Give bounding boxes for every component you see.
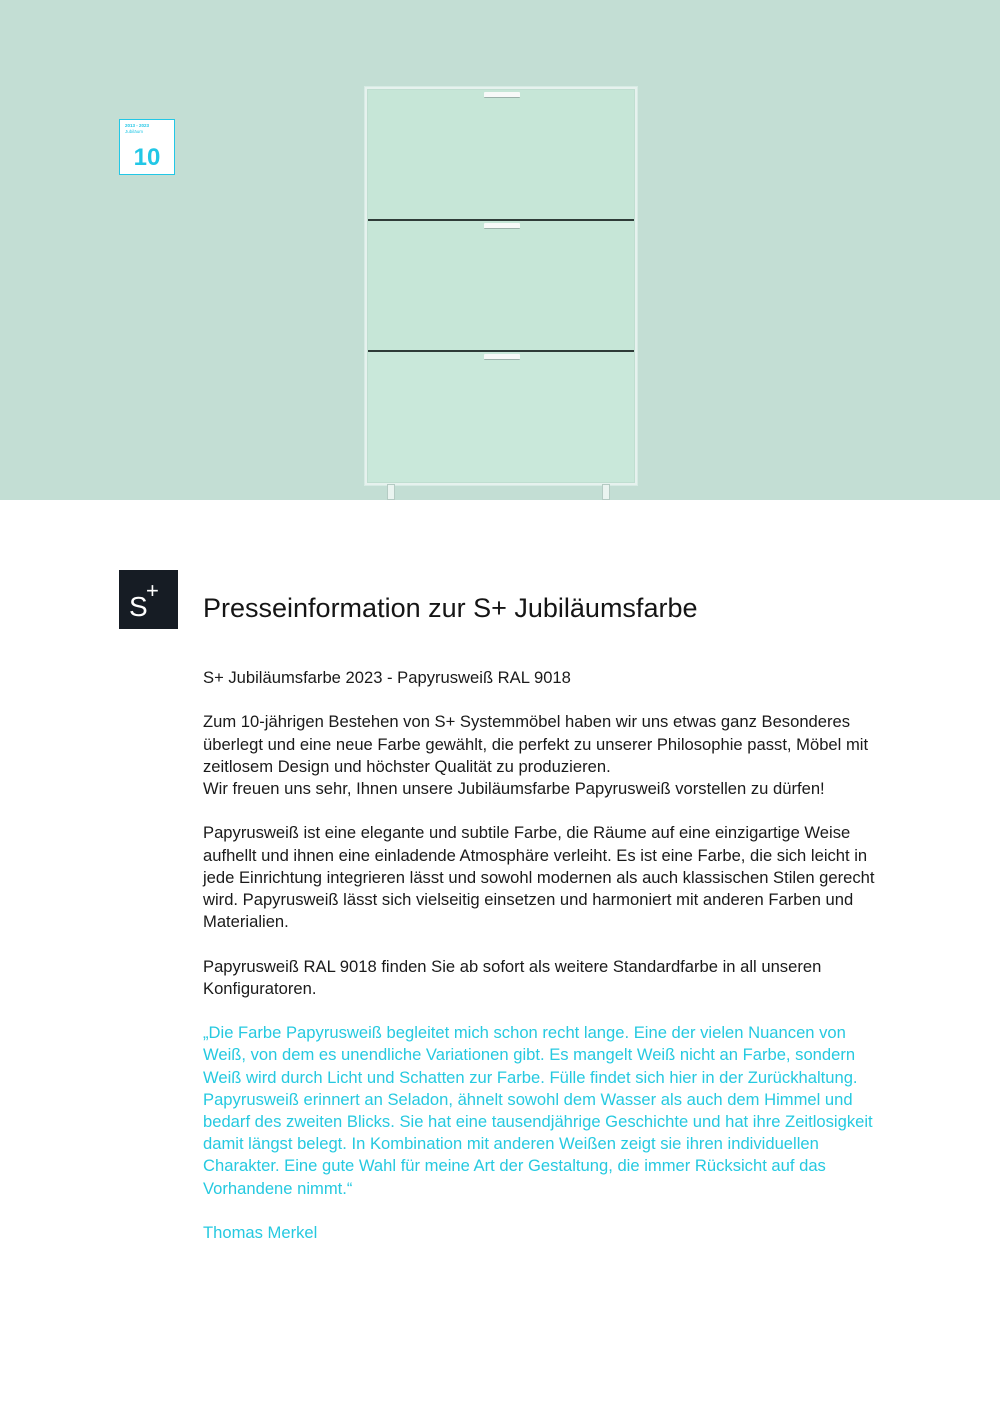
logo-letter: S <box>129 591 148 622</box>
quote-paragraph: Papyrusweiß erinnert an Seladon, ähnelt sowohl dem Wasser als auch dem Himmel und bedarf des zweiten Blicks. Sie hat eine tausendjährige Geschichte und hat ihre Zeitlosigkeit damit längst belegt. In Kombination mit anderen Weißen zeigt sie ihren individuellen Charakter. Eine gute Wahl für meine Art der Gestaltung, die immer Rücksicht auf das Vorhandene nimmt.“ <box>203 1089 873 1198</box>
quote-author: Thomas Merkel <box>203 1223 318 1242</box>
badge-label: Jubiläum <box>125 129 144 134</box>
hero-image <box>0 0 1000 500</box>
badge-years: 2013 - 2023 <box>125 123 150 128</box>
cabinet-leg <box>387 484 395 500</box>
drawer-handle <box>484 223 520 229</box>
description-paragraph: Papyrusweiß ist eine elegante und subtile Farbe, die Räume auf eine einzigartige Weise aufhellt und ihnen eine einladende Atmosphäre verleiht. Es ist eine Farbe, die sich leicht in jede Einrichtung integrieren lässt und sowohl modernen als auch klassischen Stilen gerecht wird. Papyrusweiß lässt sich vielseitig einsetzen und harmoniert mit anderen Farben und Materialien. <box>203 823 875 932</box>
cabinet-drawer <box>368 352 634 482</box>
anniversary-badge <box>119 119 175 175</box>
badge-number: 10 <box>133 144 161 171</box>
availability-paragraph: Papyrusweiß RAL 9018 finden Sie ab sofort als weitere Standardfarbe in all unseren Konfiguratoren. <box>203 956 822 998</box>
quote-paragraph: „Die Farbe Papyrusweiß begleitet mich schon recht lange. Eine der vielen Nuancen von Weiß, von dem es unendliche Variationen gibt. Es mangelt Weiß nicht an Farbe, sondern Weiß wird durch Licht und Schatten zur Farbe. Fülle findet sich hier in der Zurückhaltung. <box>203 1023 858 1087</box>
cabinet-leg <box>602 484 610 500</box>
cabinet-drawer <box>368 90 634 221</box>
intro-closing-line: Wir freuen uns sehr, Ihnen unsere Jubiläumsfarbe Papyrusweiß vorstellen zu dürfen! <box>203 779 825 798</box>
page-title: Presseinformation zur S+ Jubiläumsfarbe <box>203 593 698 623</box>
drawer-handle <box>484 92 520 98</box>
logo-plus: + <box>146 578 159 603</box>
subtitle: S+ Jubiläumsfarbe 2023 - Papyrusweiß RAL 9018 <box>203 668 571 687</box>
drawer-handle <box>484 354 520 360</box>
intro-paragraph: Zum 10-jährigen Bestehen von S+ Systemmöbel haben wir uns etwas ganz Besonderes überlegt und eine neue Farbe gewählt, die perfekt zu unserer Philosophie passt, Möbel mit zeitlosem Design und höchster Qualität zu produzieren. <box>203 712 869 776</box>
cabinet-drawer <box>368 221 634 352</box>
press-text <box>203 667 893 1266</box>
splus-logo <box>119 570 178 629</box>
drawer-cabinet <box>365 87 637 485</box>
